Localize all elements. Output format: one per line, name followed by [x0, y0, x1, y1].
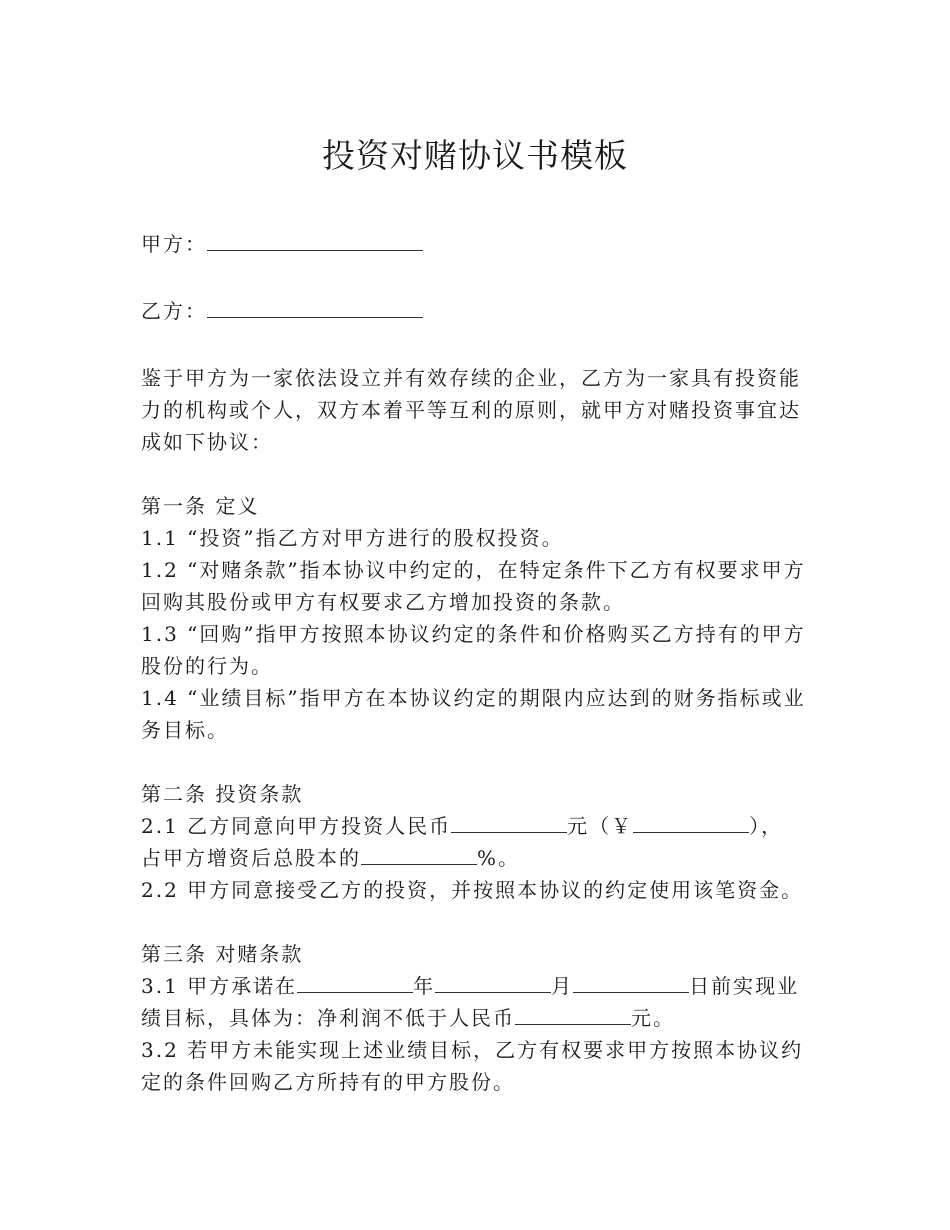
deadline-month-blank[interactable] [435, 970, 551, 993]
party-a-blank[interactable] [207, 228, 423, 251]
clause-3-1-text-a: 3.1 甲方承诺在 [141, 974, 298, 998]
article2-heading: 第二条 投资条款 [141, 782, 304, 806]
document-body [141, 228, 811, 1098]
clause-2-1-text-e: %。 [477, 846, 521, 870]
investment-amount-numeric-blank[interactable] [633, 810, 749, 833]
party-a-label: 甲方： [141, 232, 207, 256]
clause-3-1-line1 [141, 970, 811, 1002]
clause-1-2: 1.2 “对赌条款”指本协议中约定的，在特定条件下乙方有权要求甲方回购其股份或甲方有权要求乙方增加投资的条款。 [141, 558, 806, 614]
party-b-blank[interactable] [207, 295, 423, 318]
document-title: 投资对赌协议书模板 [322, 136, 628, 175]
clause-3-1-line2 [141, 1002, 811, 1034]
clause-3-1-text-b: 年 [413, 974, 436, 998]
clause-2-1-text-b: 元（￥ [567, 814, 634, 838]
clause-1-1: 1.1 “投资”指乙方对甲方进行的股权投资。 [141, 526, 564, 550]
clause-3-1-text-f: 元。 [631, 1006, 675, 1030]
clause-3-2: 3.2 若甲方未能实现上述业绩目标，乙方有权要求甲方按照本协议约定的条件回购乙方所持有的甲方股份。 [141, 1038, 804, 1094]
preamble-paragraph: 鉴于甲方为一家依法设立并有效存续的企业，乙方为一家具有投资能力的机构或个人，双方本着平等互利的原则，就甲方对赌投资事宜达成如下协议： [141, 366, 801, 454]
article1-heading: 第一条 定义 [141, 494, 260, 518]
investment-amount-blank[interactable] [451, 810, 567, 833]
net-profit-blank[interactable] [515, 1002, 631, 1025]
party-b-line [141, 295, 811, 327]
party-a-line [141, 228, 811, 260]
equity-percent-blank[interactable] [361, 842, 477, 865]
clause-2-1-text-d: 占甲方增资后总股本的 [141, 846, 361, 870]
article3-heading: 第三条 对赌条款 [141, 942, 304, 966]
deadline-day-blank[interactable] [573, 970, 689, 993]
clause-3-1-text-c: 月 [551, 974, 574, 998]
clause-2-1-text-c: ）， [749, 814, 784, 838]
deadline-year-blank[interactable] [297, 970, 413, 993]
clause-2-2: 2.2 甲方同意接受乙方的投资，并按照本协议的约定使用该笔资金。 [141, 878, 804, 902]
clause-2-1-line1 [141, 810, 811, 842]
clause-2-1-line2 [141, 842, 811, 874]
clause-1-4: 1.4 “业绩目标”指甲方在本协议约定的期限内应达到的财务指标或业务目标。 [141, 686, 806, 742]
clause-1-3: 1.3 “回购”指甲方按照本协议约定的条件和价格购买乙方持有的甲方股份的行为。 [141, 622, 806, 678]
clause-3-1-text-e: 绩目标，具体为：净利润不低于人民币 [141, 1006, 515, 1030]
clause-3-1-text-d: 日前实现业 [689, 974, 800, 998]
clause-2-1-text-a: 2.1 乙方同意向甲方投资人民币 [141, 814, 452, 838]
party-b-label: 乙方： [141, 299, 207, 323]
